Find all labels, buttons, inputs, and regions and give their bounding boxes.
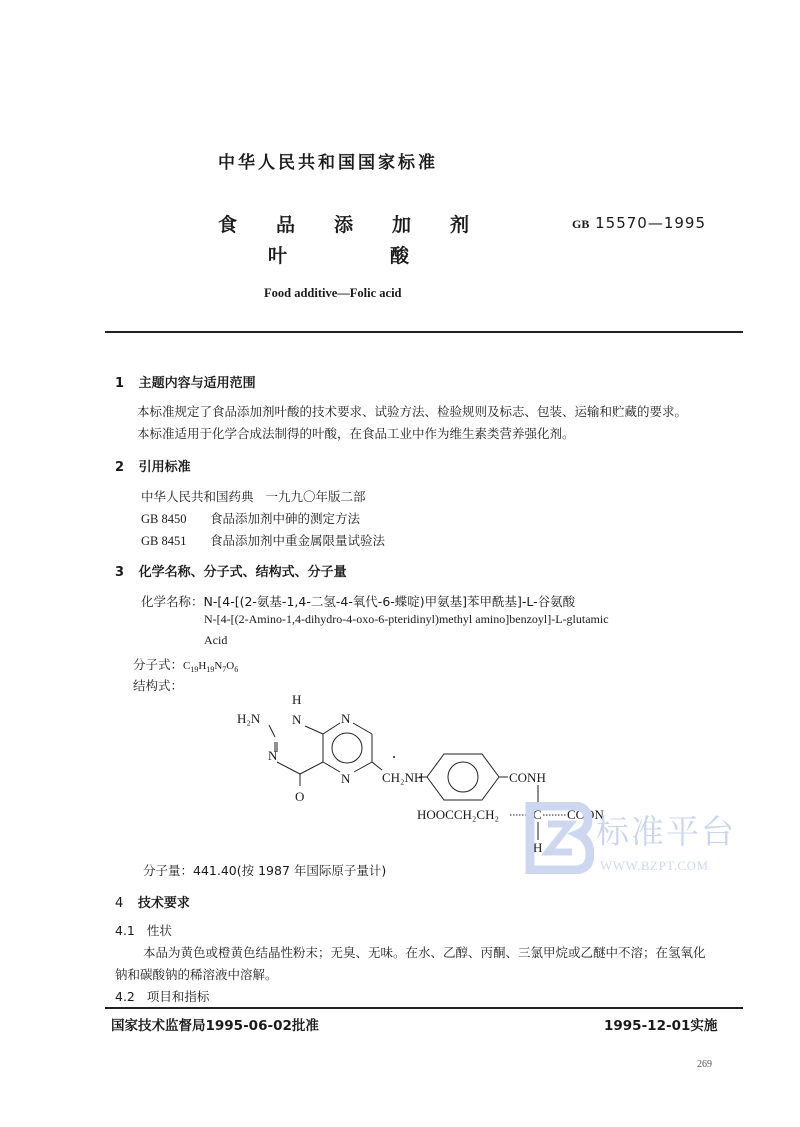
watermark-logo-icon — [524, 802, 594, 874]
formula-label: 分子式： — [133, 657, 184, 672]
section-number: 2 — [115, 460, 125, 475]
reference-item — [141, 487, 366, 505]
molecular-formula — [133, 655, 238, 674]
section-title: 主题内容与适用范围 — [138, 376, 256, 391]
atom-label: N — [341, 711, 351, 726]
reference-item — [141, 531, 385, 549]
reference-item — [141, 509, 360, 527]
section-1-paragraph-2: 本标准适用于化学合成法制得的叶酸，在食品工业中作为维生素类营养强化剂。 — [137, 426, 575, 441]
page-number: 269 — [697, 1059, 712, 1070]
atom-label: H — [292, 692, 302, 707]
atom-label: N — [268, 748, 278, 763]
watermark-url: WWW.BZPT.COM — [600, 858, 709, 873]
subsection-number: 4.1 — [115, 923, 135, 938]
section-1-heading — [115, 372, 256, 391]
watermark — [524, 802, 744, 882]
atom-label: N — [341, 771, 351, 786]
formula-n-count: 7 — [222, 665, 227, 675]
watermark-text: 标准平台 — [596, 812, 736, 851]
reference-code: GB 8450 — [141, 512, 187, 526]
footer-divider — [105, 1007, 743, 1009]
title-char: 品 — [276, 214, 296, 236]
section-title: 化学名称、分子式、结构式、分子量 — [138, 565, 347, 580]
section-title: 技术要求 — [137, 896, 190, 911]
title-line-2 — [268, 241, 512, 268]
reference-code: 中华人民共和国药典 — [141, 489, 254, 504]
approval-date: 国家技术监督局1995-06-02批准 — [111, 1018, 319, 1034]
formula-h-count: 19 — [206, 665, 215, 675]
reference-code: GB 8451 — [141, 534, 187, 548]
title-char: 加 — [392, 214, 412, 236]
atom-label: H₂N — [237, 711, 261, 726]
section-number: 3 — [115, 565, 125, 580]
section-2-heading — [115, 456, 191, 475]
atom-label: HOOCCH₂CH₂ — [417, 807, 500, 822]
atom-label: C — [533, 807, 542, 822]
section-1-paragraph-1: 本标准规定了食品添加剂叶酸的技术要求、试验方法、检验规则及标志、包装、运输和贮藏的要求。 — [137, 404, 688, 419]
subsection-number: 4.2 — [115, 989, 135, 1004]
formula-value: $C_{19}H_{19}N_7O_6$ — [183, 660, 239, 675]
title-line-1 — [218, 210, 508, 237]
molecular-weight: 分子量：441.40(按 1987 年国际原子量计) — [143, 863, 387, 878]
formula-c-count: 19 — [190, 665, 199, 675]
standard-code-prefix: GB — [572, 217, 590, 231]
section-4-heading — [115, 892, 190, 911]
subsection-4-1-text-line-1: 本品为黄色或橙黄色结晶性粉末；无臭、无味。在水、乙醇、丙酮、三氯甲烷或乙醚中不溶；在氢氧化 — [143, 945, 706, 960]
reference-name: 食品添加剂中砷的测定方法 — [209, 511, 360, 526]
section-number: 1 — [115, 376, 125, 391]
atom-label: O — [295, 789, 305, 804]
title-char: 剂 — [450, 214, 470, 236]
title-char: 酸 — [390, 245, 410, 267]
structure-label: 结构式： — [133, 678, 184, 693]
header-divider — [105, 331, 743, 333]
subsection-4-2-heading — [115, 987, 209, 1005]
subsection-4-1-text-line-2: 钠和碳酸钠的稀溶液中溶解。 — [115, 967, 278, 982]
chemical-name-cn — [141, 592, 575, 610]
english-title: Food additive—Folic acid — [264, 286, 402, 300]
formula-o-count: 6 — [234, 665, 239, 675]
subsection-4-1-heading — [115, 921, 172, 939]
chemical-name-value: N-[4-[(2-氨基-1,4-二氢-4-氧代-6-蝶啶)甲氨基]苯甲酰基]-L-谷氨酸 — [203, 594, 576, 609]
reference-name: 一九九〇年版二部 — [265, 489, 366, 504]
reference-name: 食品添加剂中重金属限量试验法 — [209, 533, 385, 548]
subsection-title: 项目和指标 — [146, 989, 210, 1004]
atom-label: H — [533, 840, 543, 855]
title-char: 食 — [218, 214, 238, 236]
atom-label: N — [292, 712, 302, 727]
section-3-heading — [115, 561, 347, 580]
atom-label: CONH — [509, 770, 546, 785]
atom-label: COON — [567, 807, 604, 822]
title-char: 添 — [334, 214, 354, 236]
atom-label: CH₂NH — [382, 770, 424, 785]
national-standard-heading: 中华人民共和国国家标准 — [218, 153, 438, 173]
subsection-title: 性状 — [146, 923, 172, 938]
title-char: 叶 — [268, 245, 288, 267]
standard-code-number: 15570—1995 — [595, 214, 707, 232]
chemical-name-label: 化学名称： — [141, 594, 204, 609]
standard-code — [572, 214, 706, 232]
implementation-date: 1995-12-01实施 — [604, 1018, 718, 1034]
chemical-name-en-line-2: Acid — [204, 633, 228, 647]
chemical-name-en-line-1: N-[4-[(2-Amino-1,4-dihydro-4-oxo-6-pteridinyl)methyl amino]benzoyl]-L-glutamic — [204, 612, 609, 626]
section-title: 引用标准 — [138, 460, 191, 475]
section-number: 4 — [115, 896, 124, 911]
